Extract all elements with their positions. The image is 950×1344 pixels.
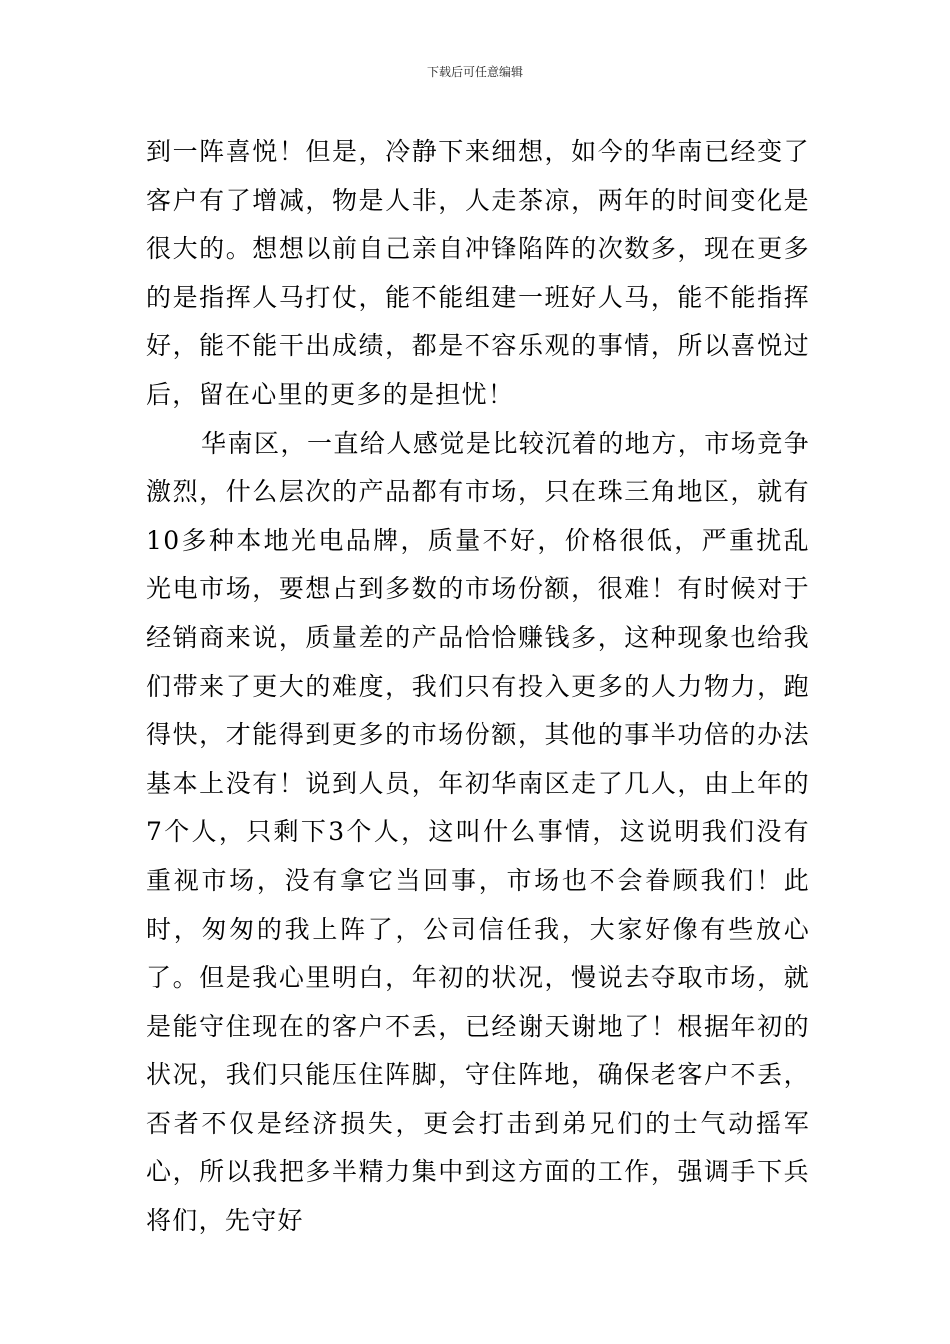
paragraph-2: 华南区，一直给人感觉是比较沉着的地方，市场竞争激烈，什么层次的产品都有市场，只在珠三角地区，就有10多种本地光电品牌，质量不好，价格很低，严重扰乱光电市场，要想占到多数的市场份额，很难！有时候对于经销商来说，质量差的产品恰恰赚钱多，这种现象也给我们带来了更大的难度，我们只有投入更多的人力物力，跑得快，才能得到更多的市场份额，其他的事半功倍的办法基本上没有！说到人员，年初华南区走了几人，由上年的7个人，只剩下3个人，这叫什么事情，这说明我们没有重视市场，没有拿它当回事，市场也不会眷顾我们！此时，匆匆的我上阵了，公司信任我，大家好像有些放心了。但是我心里明白，年初的状况，慢说去夺取市场，就是能守住现在的客户不丢，已经谢天谢地了！根据年初的状况，我们只能压住阵脚，守住阵地，确保老客户不丢，否者不仅是经济损失，更会打击到弟兄们的士气动摇军心，所以我把多半精力集中到这方面的工作，强调手下兵将们，先守好	[146, 428, 810, 1236]
body-text	[146, 128, 810, 1246]
header-note: 下载后可任意编辑	[426, 65, 523, 79]
paragraph-1: 到一阵喜悦！但是，冷静下来细想，如今的华南已经变了客户有了增减，物是人非，人走茶凉，两年的时间变化是很大的。想想以前自己亲自冲锋陷阵的次数多，现在更多的是指挥人马打仗，能不能组建一班好人马，能不能指挥好，能不能干出成绩，都是不容乐观的事情，所以喜悦过后，留在心里的更多的是担忧！	[146, 137, 810, 409]
